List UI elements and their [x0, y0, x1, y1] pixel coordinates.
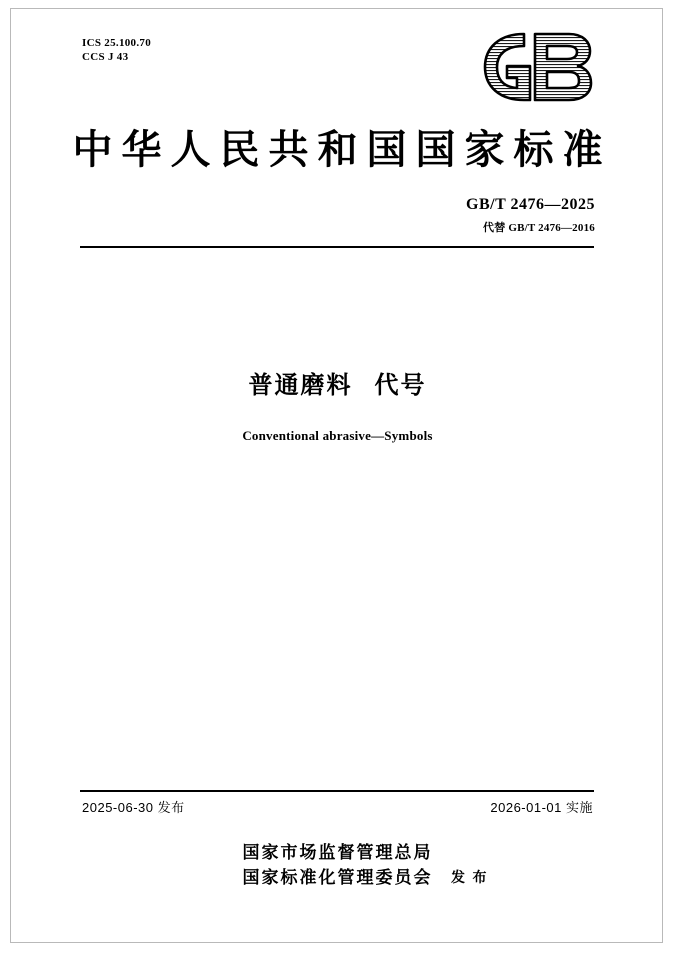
issuer-publish-label: 发 布 — [451, 871, 489, 886]
issuer-block — [0, 840, 675, 890]
document-title-cn — [0, 365, 675, 400]
issue-date: 2025-06-30 发布 — [82, 800, 185, 815]
ccs-code: CCS J 43 — [82, 51, 129, 63]
gb-national-standard-logo — [477, 28, 597, 106]
document-title-cn-part1: 普通磨料 — [248, 373, 353, 399]
effective-date: 2026-01-01 实施 — [490, 800, 593, 815]
footer-divider — [80, 790, 594, 792]
document-title-cn-part2: 代号 — [374, 373, 427, 399]
ics-ccs-block — [82, 36, 151, 64]
ics-code: ICS 25.100.70 — [82, 37, 151, 49]
standard-number: GB/T 2476—2025 — [466, 196, 595, 213]
issuer-line-1: 国家市场监督管理总局 — [242, 843, 433, 862]
document-title-en: Conventional abrasive—Symbols — [242, 428, 433, 443]
issuer-inner — [242, 840, 489, 890]
replaces-standard: 代替 GB/T 2476—2016 — [483, 222, 595, 234]
page-title: 中华人民共和国国家标准 — [72, 127, 612, 172]
issuer-line-2: 国家标准化管理委员会 — [242, 868, 433, 887]
header-divider — [80, 246, 594, 248]
standard-number-block — [466, 196, 595, 235]
